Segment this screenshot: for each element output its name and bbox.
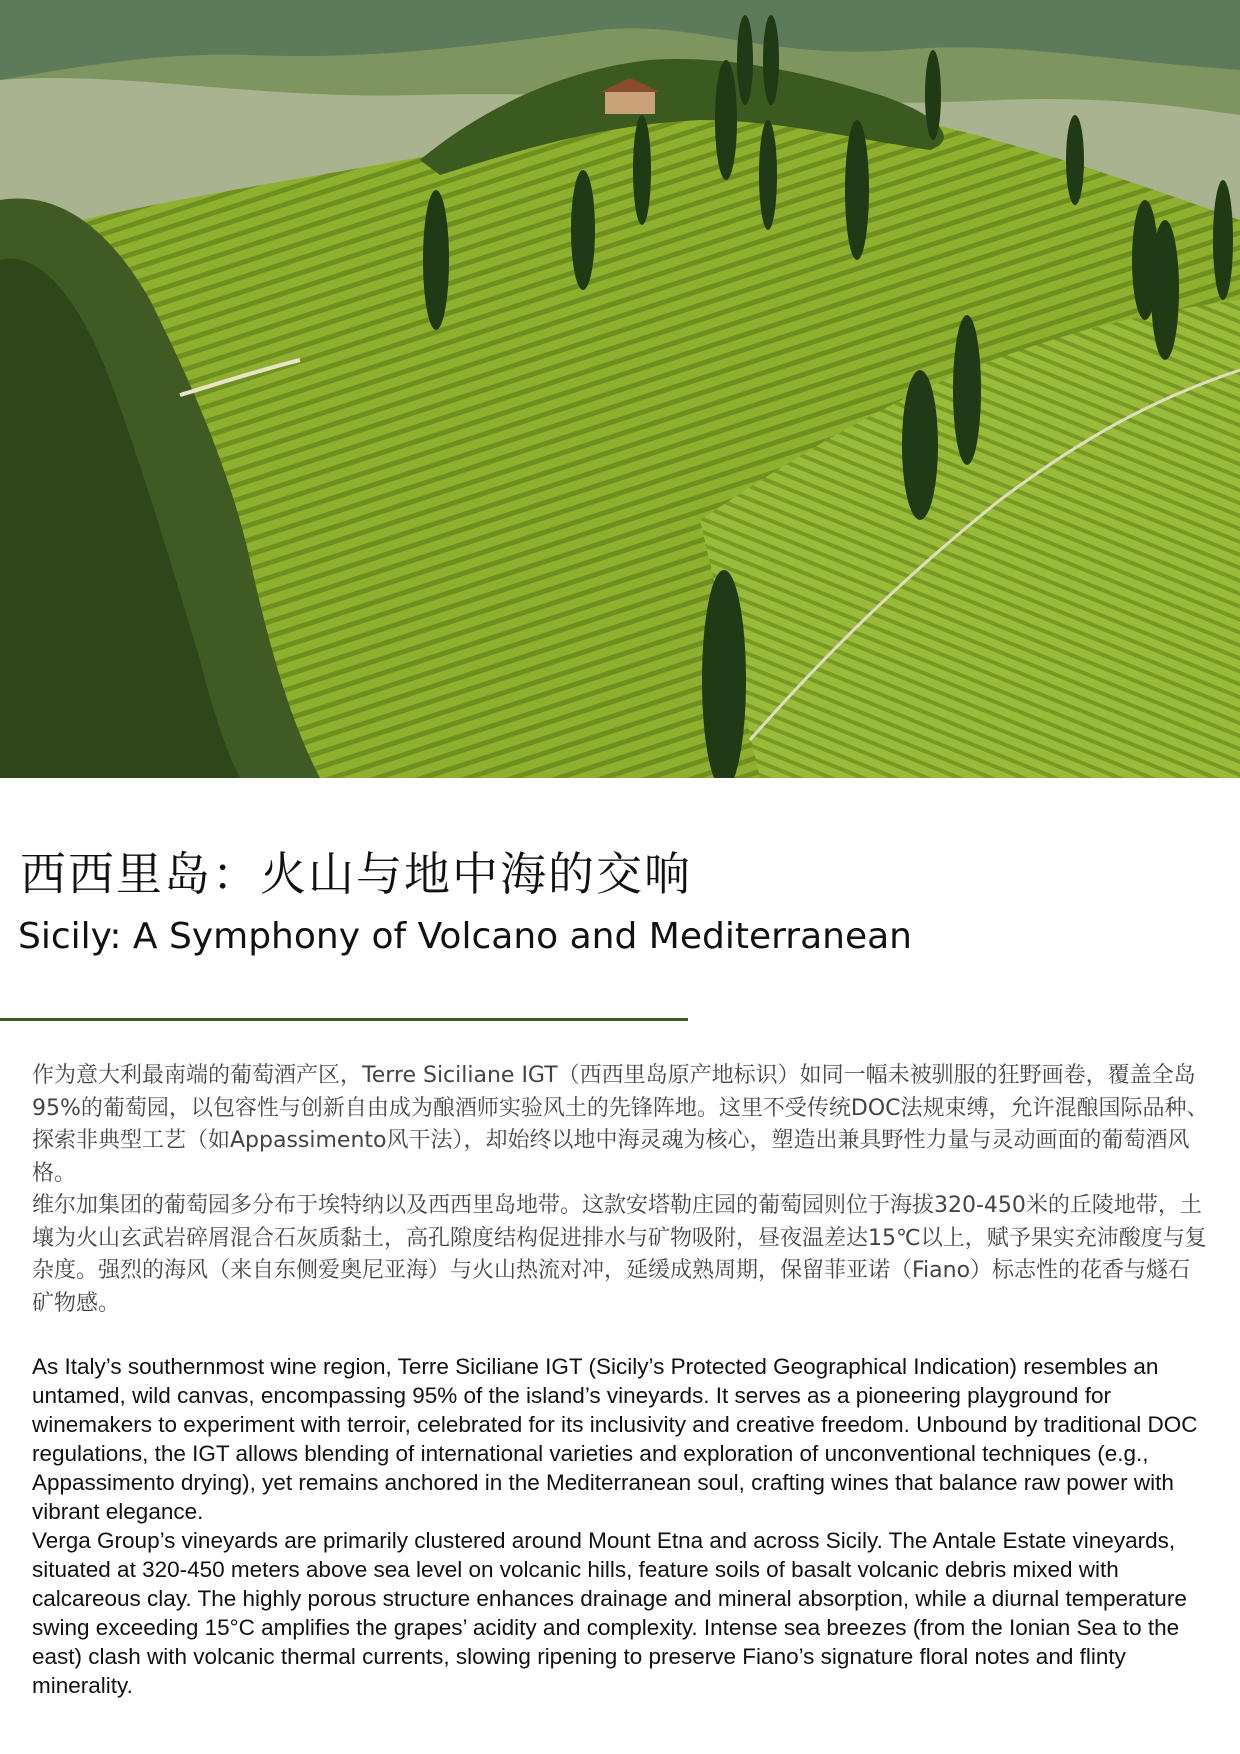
title-divider — [0, 1018, 688, 1021]
body-text-en — [32, 1352, 1212, 1700]
hero-image — [0, 0, 1240, 778]
paragraph-cn-2: 维尔加集团的葡萄园多分布于埃特纳以及西西里岛地带。这款安塔勒庄园的葡萄园则位于海拔320-450米的丘陵地带，土壤为火山玄武岩碎屑混合石灰质黏土，高孔隙度结构促进排水与矿物吸附，昼夜温差达15℃以上，赋予果实充沛酸度与复杂度。强烈的海风（来自东侧爱奥尼亚海）与火山热流对冲，延缓成熟周期，保留菲亚诺（Fiano）标志性的花香与燧石矿物感。 — [32, 1193, 1207, 1316]
vineyard-illustration — [0, 0, 1240, 778]
paragraph-en-1: As Italy’s southernmost wine region, Terre Siciliane IGT (Sicily’s Protected Geographical Indication) resembles an untamed, wild canvas, encompassing 95% of the island’s vineyards. It serves as a pioneering playground for winemakers to experiment with terroir, celebrated for its inclusivity and creative freedom. Unbound by traditional DOC regulations, the IGT allows blending of international varieties and exploration of unconventional techniques (e.g., Appassimento drying), yet remains anchored in the Mediterranean soul, crafting wines that balance raw power with vibrant elegance. — [32, 1354, 1198, 1524]
paragraph-en-2: Verga Group’s vineyards are primarily clustered around Mount Etna and across Sicily. The Antale Estate vineyards, situated at 320-450 meters above sea level on volcanic hills, feature soils of basalt volcanic debris mixed with calcareous clay. The highly porous structure enhances drainage and mineral absorption, while a diurnal temperature swing exceeding 15°C amplifies the grapes’ acidity and complexity. Intense sea breezes (from the Ionian Sea to the east) clash with volcanic thermal currents, slowing ripening to preserve Fiano’s signature floral notes and flinty minerality. — [32, 1528, 1187, 1698]
paragraph-cn-1: 作为意大利最南端的葡萄酒产区，Terre Siciliane IGT（西西里岛原产地标识）如同一幅未被驯服的狂野画卷，覆盖全岛95%的葡萄园，以包容性与创新自由成为酿酒师实验风土的先锋阵地。这里不受传统DOC法规束缚，允许混酿国际品种、探索非典型工艺（如Appassimento风干法），却始终以地中海灵魂为核心，塑造出兼具野性力量与灵动画面的葡萄酒风格。 — [32, 1063, 1209, 1186]
body-text-cn — [32, 1060, 1212, 1320]
page-title-en: Sicily: A Symphony of Volcano and Mediterranean — [18, 916, 912, 957]
page-title-cn: 西西里岛：火山与地中海的交响 — [20, 847, 692, 901]
